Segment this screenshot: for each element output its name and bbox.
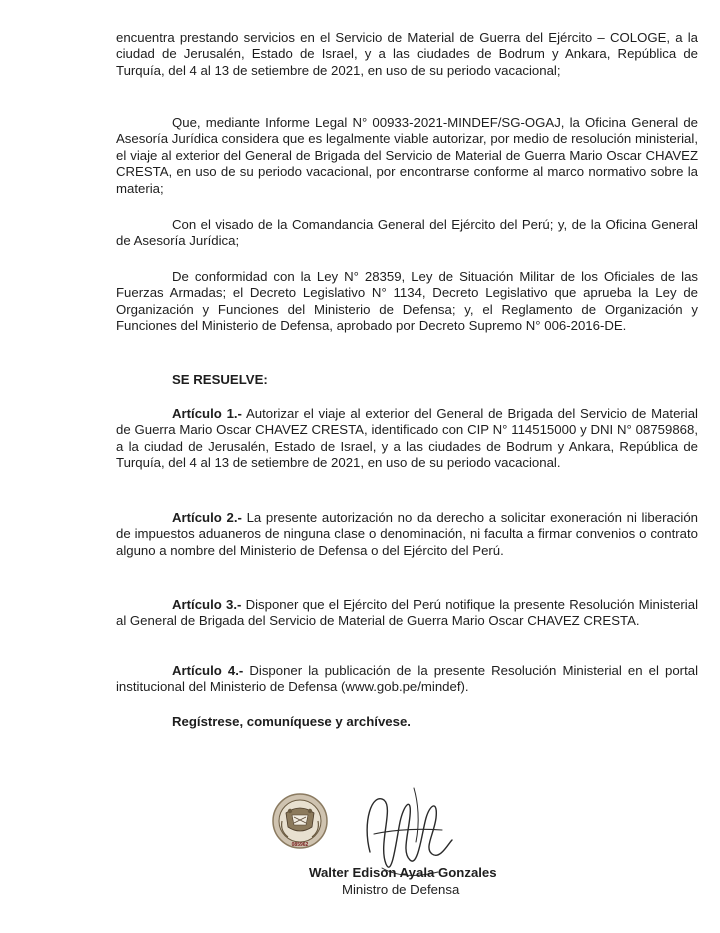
ministry-seal-icon [268,791,332,855]
article-1-text: Autorizar el viaje al exterior del General de Brigada del Servicio de Material de Guerra Mario Oscar CHAVEZ CRESTA, identificado con CIP N° 114515000 y DNI N° 08759868, a la ciudad de Jerusalén, Estado de Israel, y a las ciudades de Bodrum y Ankara, República de Turquía, del 4 al 13 de setiembre de 2021, en uso de su periodo vacacional. [116,406,698,471]
section-heading-se-resuelve: SE RESUELVE: [172,372,268,387]
article-4-text: Disponer la publicación de la presente Resolución Ministerial en el portal institucional del Ministerio de Defensa (www.gob.pe/mindef). [116,663,698,695]
paragraph-visado: Con el visado de la Comandancia General del Ejército del Perú; y, de la Oficina General de Asesoría Jurídica; [116,217,698,249]
article-3 [116,597,698,630]
article-2-text: La presente autorización no da derecho a solicitar exoneración ni liberación de impuestos aduaneros de ninguna clase o denominación, ni faculta a firmar convenios o contrato alguno a nombre del Ministerio de Defensa o del Ejército del Perú. [116,510,698,558]
article-3-label: Artículo 3.- [172,597,242,612]
signer-title: Ministro de Defensa [342,882,460,897]
stamp-number: 085962 [291,842,309,848]
paragraph-conformidad: De conformidad con la Ley N° 28359, Ley de Situación Militar de los Oficiales de las Fuerzas Armadas; el Decreto Legislativo N° 1134, Decreto Legislativo que aprueba la Ley de Organización y Funciones del Ministerio de Defensa; y, el Reglamento de Organización y Funciones del Ministerio de Defensa, aprobado por Decreto Supremo N° 006-2016-DE. [116,269,698,334]
article-1 [116,406,698,472]
signer-name: Walter Edison Ayala Gonzales [309,865,497,880]
paragraph-informe-legal: Que, mediante Informe Legal N° 00933-2021-MINDEF/SG-OGAJ, la Oficina General de Asesoría Jurídica considera que es legalmente viable autorizar, por medio de resolución ministerial, el viaje al exterior del General de Brigada del Servicio de Material de Guerra Mario Oscar CHAVEZ CRESTA, en uso de su periodo vacacional, por encontrarse conforme al marco normativo sobre la materia; [116,115,698,196]
closing-formula: Regístrese, comuníquese y archívese. [172,714,411,729]
article-2 [116,510,698,559]
article-4-label: Artículo 4.- [172,663,244,678]
article-1-label: Artículo 1.- [172,406,242,421]
article-4 [116,663,698,696]
article-3-text: Disponer que el Ejército del Perú notifique la presente Resolución Ministerial al General de Brigada del Servicio de Material de Guerra Mario Oscar CHAVEZ CRESTA. [116,597,698,629]
paragraph-intro-continuation: encuentra prestando servicios en el Servicio de Material de Guerra del Ejército – COLOGE, a la ciudad de Jerusalén, Estado de Israel, y a las ciudades de Bodrum y Ankara, República de Turquía, del 4 al 13 de setiembre de 2021, en uso de su periodo vacacional; [116,30,698,78]
article-2-label: Artículo 2.- [172,510,242,525]
